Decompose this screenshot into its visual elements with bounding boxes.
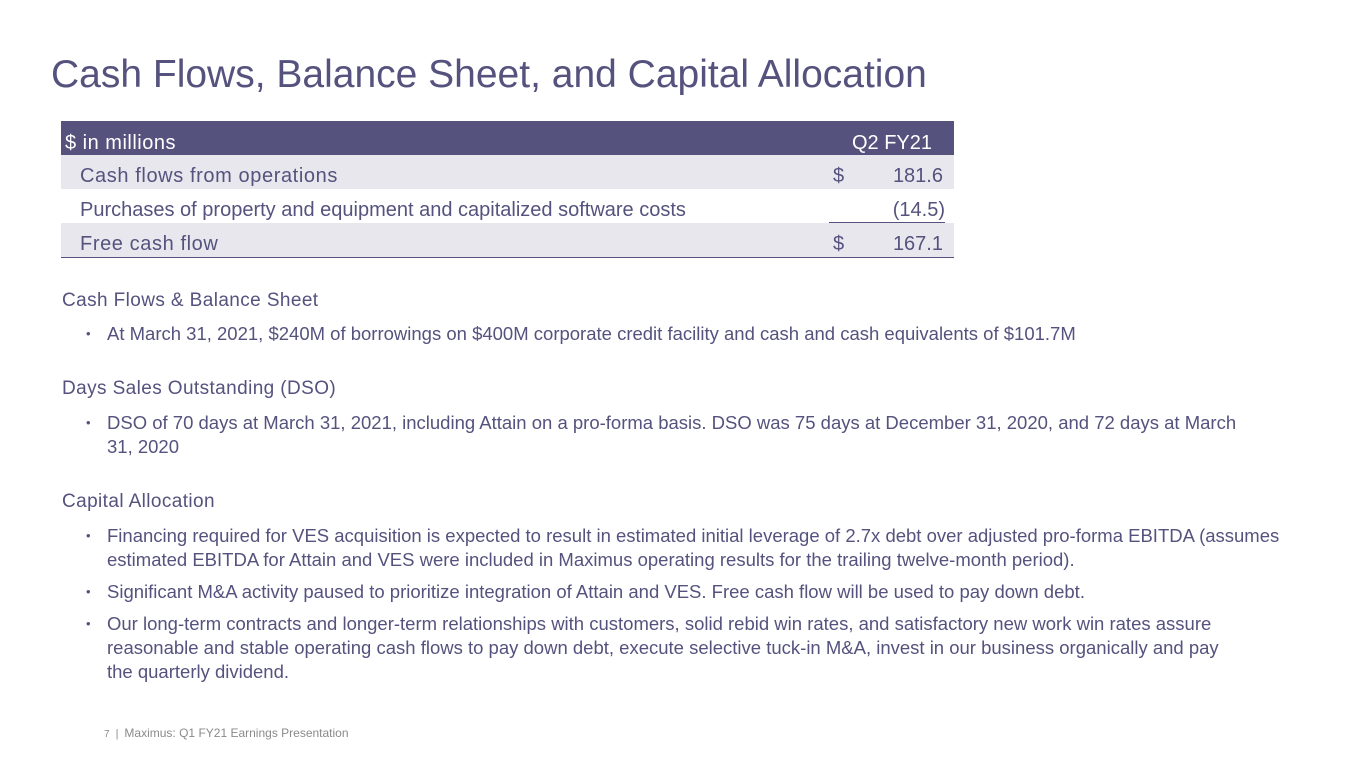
row-label: Free cash flow (80, 233, 219, 255)
page-footer (104, 726, 349, 740)
bullet-text: At March 31, 2021, $240M of borrowings on $400M corporate credit facility and cash and cash equivalents of $101.7M (107, 323, 1076, 344)
bullet-icon: • (86, 584, 91, 599)
row-currency: $ (833, 233, 845, 255)
table-header-label: $ in millions (65, 132, 176, 154)
table-row (61, 223, 954, 257)
bullet-text: Financing required for VES acquisition is expected to result in estimated initial leverage of 2.7x debt over adjusted pro-forma EBITDA (assumes estimated EBITDA for Attain and VES were included in Maximus operating results for the trailing twelve-month period). (107, 525, 1280, 570)
footer-text: Maximus: Q1 FY21 Earnings Presentation (124, 726, 349, 740)
section-heading-dso: Days Sales Outstanding (DSO) (62, 378, 337, 399)
row-label: Cash flows from operations (80, 165, 338, 187)
table-period-header: Q2 FY21 (851, 132, 932, 154)
row-value: 181.6 (892, 165, 943, 187)
bullet-icon: • (86, 616, 91, 631)
row-label: Purchases of property and equipment and capitalized software costs (80, 199, 686, 221)
bullet-text: DSO of 70 days at March 31, 2021, including Attain on a pro-forma basis. DSO was 75 days at December 31, 2020, and 72 days at March 31, 2020 (107, 412, 1237, 457)
table-row (61, 189, 954, 223)
bullet-icon: • (86, 528, 91, 543)
table-row (61, 155, 954, 189)
bullet-icon: • (86, 326, 91, 341)
table-header-row (61, 121, 954, 155)
section-heading-cash-flows: Cash Flows & Balance Sheet (62, 290, 319, 311)
footer-separator: | (115, 728, 119, 740)
free-cash-flow-table (61, 121, 954, 258)
row-value: (14.5) (892, 199, 945, 221)
row-value: 167.1 (892, 233, 943, 255)
page-number: 7 (104, 729, 110, 740)
bullet-text: Significant M&A activity paused to prioritize integration of Attain and VES. Free cash flow will be used to pay down debt. (107, 581, 1085, 602)
row-currency: $ (833, 165, 845, 187)
bullet-icon: • (86, 415, 91, 430)
page-title: Cash Flows, Balance Sheet, and Capital Allocation (51, 53, 927, 96)
section-heading-capital-allocation: Capital Allocation (62, 491, 215, 512)
bullet-text: Our long-term contracts and longer-term relationships with customers, solid rebid win rates, and satisfactory new work win rates assure reasonable and stable operating cash flows to pay down debt, execute selective tuck-in M&A, invest in our business organically and pay the quarterly dividend. (107, 613, 1219, 682)
